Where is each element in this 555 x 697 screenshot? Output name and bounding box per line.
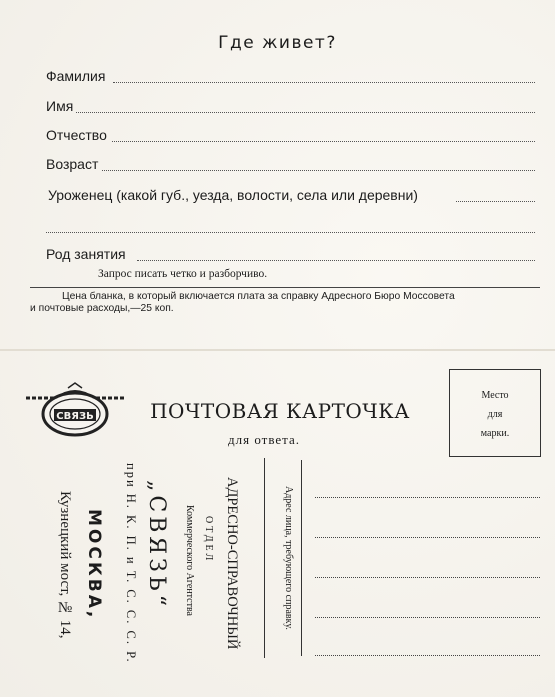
address-divider [264,458,265,658]
age-label: Возраст [46,156,99,172]
price-line-1: Цена бланка, в который включается плата за справку Адресного Бюро Моссовета [62,291,455,302]
card-title: ПОЧТОВАЯ КАРТОЧКА [150,399,410,423]
svg-text:СВЯЗЬ: СВЯЗЬ [56,411,94,422]
birthplace-label: Уроженец (какой губ., уезда, волости, села или деревни) [48,187,418,203]
divider-rule [30,287,540,288]
sender-agency: Коммерческого Агентства [184,504,195,616]
surname-label: Фамилия [46,68,106,84]
recipient-label: Адрес лица, требующего справку. [283,486,294,630]
sender-org-sub: при Н. К. П. и Т. С. С. С. Р. [124,462,138,664]
address-divider-2 [301,460,302,656]
sender-dept-name: АДРЕСНО-СПРАВОЧНЫЙ [224,476,240,650]
age-field[interactable] [102,170,535,171]
address-line-2[interactable] [315,537,540,538]
address-line-1[interactable] [315,497,540,498]
occupation-field[interactable] [137,260,535,261]
patronymic-field[interactable] [112,141,535,142]
sender-org: „СВЯЗЬ“ [144,480,169,610]
sender-street: Кузнецкий мост, № 14, [57,491,73,639]
stamp-label-2: для [487,409,503,420]
surname-field[interactable] [113,82,535,83]
stamp-box [449,369,541,457]
form-title: Где живет? [218,33,337,53]
stamp-label-3: марки. [480,428,510,439]
name-label: Имя [46,98,74,114]
instruction-text: Запрос писать четко и разборчиво. [98,268,268,280]
sender-dept: ОТДЕЛ [203,516,214,564]
occupation-label: Род занятия [46,246,126,262]
stamp-label-1: Место [481,390,509,401]
sender-city: МОСКВА, [84,509,104,621]
birthplace-field[interactable] [456,201,535,202]
patronymic-label: Отчество [46,127,107,143]
fold-line [0,349,555,351]
address-line-5[interactable] [315,655,540,656]
address-line-4[interactable] [315,617,540,618]
card-subtitle: для ответа. [228,432,301,447]
address-line-3[interactable] [315,577,540,578]
name-field[interactable] [76,112,535,113]
price-line-2: и почтовые расходы,—25 коп. [30,303,174,314]
birthplace-field-2[interactable] [46,232,535,233]
svyaz-logo [20,380,130,440]
